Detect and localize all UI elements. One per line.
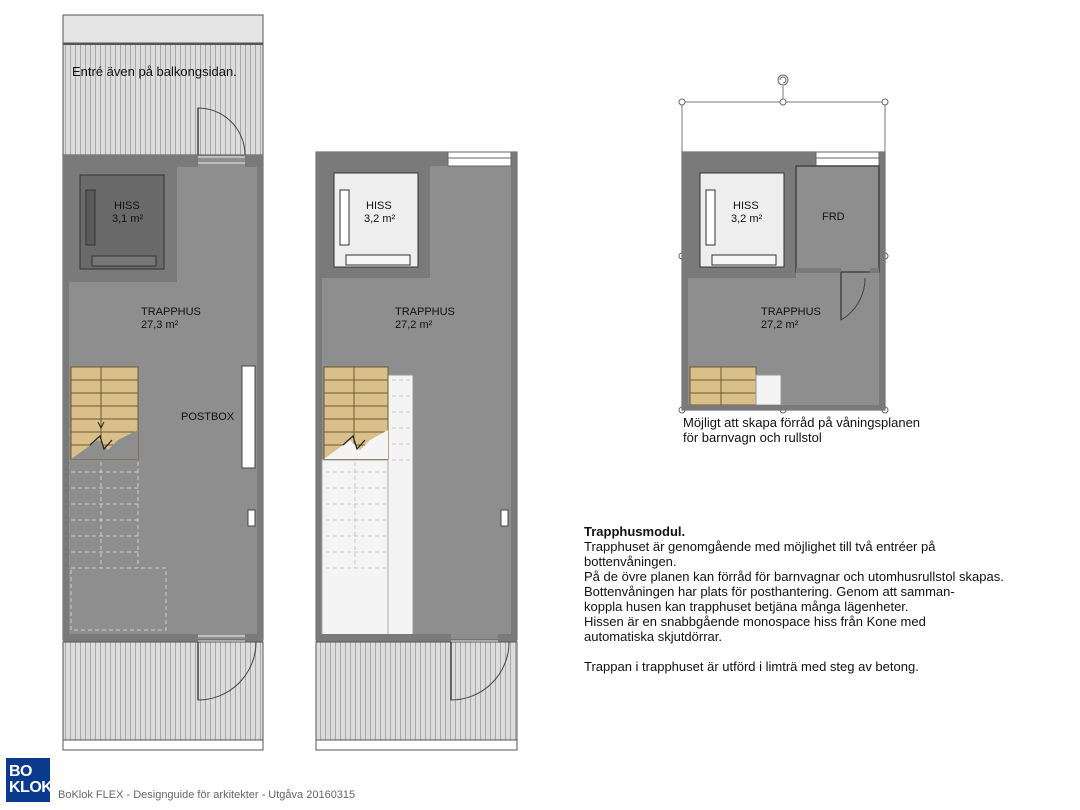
caption-line: Möjligt att skapa förråd på våningsplanen bbox=[683, 415, 921, 430]
logo-line: BO bbox=[9, 763, 32, 780]
description-line: bottenvåningen. bbox=[584, 554, 677, 569]
elevator-area: 3,2 m² bbox=[731, 213, 763, 225]
module-description bbox=[584, 524, 1074, 674]
stairwell-name: TRAPPHUS bbox=[141, 306, 201, 318]
description-note: Trappan i trapphuset är utförd i limträ med steg av betong. bbox=[584, 659, 919, 674]
stairwell-name: TRAPPHUS bbox=[761, 306, 821, 318]
logo-line: KLOK bbox=[9, 779, 53, 796]
stairwell-area: 27,2 m² bbox=[395, 319, 433, 331]
description-line: koppla husen kan trapphuset betjäna många lägenheter. bbox=[584, 599, 909, 614]
plan-middle bbox=[316, 152, 517, 750]
description-line: Hissen är en snabbgående monospace hiss från Kone med bbox=[584, 614, 926, 629]
footer-text: BoKlok FLEX - Designguide för arkitekter - Utgåva 20160315 bbox=[58, 789, 356, 801]
stair-void bbox=[388, 375, 413, 635]
entrance-note: Entré även på balkongsidan. bbox=[72, 64, 237, 79]
wooden-stair bbox=[71, 367, 138, 459]
description-line: Trapphuset är genomgående med möjlighet till två entréer på bbox=[584, 539, 936, 554]
description-line: automatiska skjutdörrar. bbox=[584, 629, 723, 644]
elevator-area: 3,1 m² bbox=[112, 213, 144, 225]
boklok-logo bbox=[6, 758, 53, 802]
caption-line: för barnvagn och rullstol bbox=[683, 430, 822, 445]
stairwell-name: TRAPPHUS bbox=[395, 306, 455, 318]
plan-right bbox=[679, 75, 888, 413]
bottom-balcony bbox=[63, 642, 263, 740]
postbox bbox=[242, 366, 255, 468]
postbox-label: POSTBOX bbox=[181, 411, 235, 423]
storage-caption bbox=[683, 415, 920, 445]
plan-left bbox=[63, 15, 263, 750]
wooden-stair bbox=[324, 367, 388, 459]
elevator-name: HISS bbox=[733, 200, 759, 212]
stairwell-area: 27,2 m² bbox=[761, 319, 799, 331]
stairwell-area: 27,3 m² bbox=[141, 319, 179, 331]
elevator-name: HISS bbox=[114, 200, 140, 212]
rotate-handle-icon[interactable] bbox=[778, 75, 788, 85]
description-line: Bottenvåningen har plats för posthantering. Genom att samman- bbox=[584, 584, 955, 599]
elevator-area: 3,2 m² bbox=[364, 213, 396, 225]
elevator-name: HISS bbox=[366, 200, 392, 212]
storage-label: FRD bbox=[822, 211, 845, 223]
description-line: På de övre planen kan förråd för barnvagnar och utomhusrullstol skapas. bbox=[584, 569, 1004, 584]
description-title: Trapphusmodul. bbox=[584, 524, 686, 539]
bottom-balcony bbox=[316, 642, 517, 740]
